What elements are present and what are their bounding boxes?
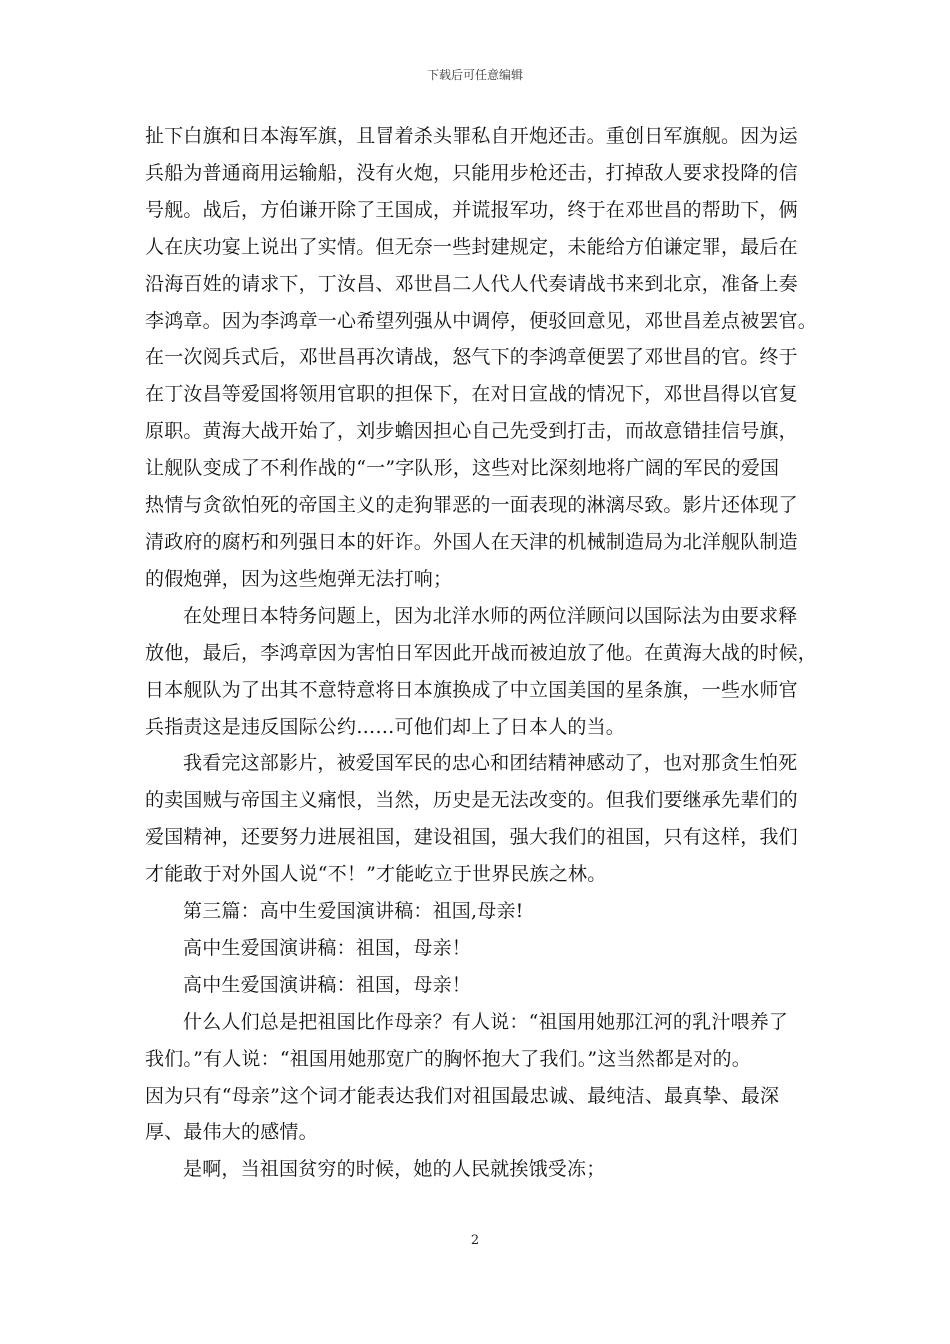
text-line: 厚、最伟大的感情。 [145, 1121, 318, 1144]
text-line: 清政府的腐朽和列强日本的奸诈。外国人在天津的机械制造局为北洋舰队制造 [145, 530, 798, 553]
text-line: 让舰队变成了不利作战的“一”字队形，这些对比深刻地将广阔的军民的爱国 [145, 457, 780, 480]
paragraph-start-line: 什么人们总是把祖国比作母亲？有人说：“祖国用她那江河的乳汁喂养了 [183, 1010, 789, 1033]
page-number: 2 [470, 1233, 480, 1248]
text-line: 在丁汝昌等爱国将领用官职的担保下，在对日宣战的情况下，邓世昌得以官复 [145, 383, 798, 406]
text-line: 在一次阅兵式后，邓世昌再次请战，怒气下的李鸿章便罢了邓世昌的官。终于 [145, 346, 798, 369]
subheading: 高中生爱国演讲稿：祖国，母亲！ [183, 973, 472, 996]
subheading: 高中生爱国演讲稿：祖国，母亲！ [183, 936, 472, 959]
text-line: 热情与贪欲怕死的帝国主义的走狗罪恶的一面表现的淋漓尽致。影片还体现了 [145, 494, 798, 517]
text-line: 兵指责这是违反国际公约……可他们却上了日本人的当。 [145, 715, 626, 738]
text-line: 原职。黄海大战开始了，刘步蟾因担心自己先受到打击，而故意错挂信号旗， [145, 420, 798, 443]
text-line: 号舰。战后，方伯谦开除了王国成，并谎报军功，终于在邓世昌的帮助下，俩 [145, 198, 798, 221]
text-line: 日本舰队为了出其不意特意将日本旗换成了中立国美国的星条旗，一些水师官 [145, 678, 798, 701]
text-line: 兵船为普通商用运输船，没有火炮，只能用步枪还击，打掉敌人要求投降的信 [145, 161, 798, 184]
text-line: 的卖国贼与帝国主义痛恨，当然，历史是无法改变的。但我们要继承先辈们的 [145, 789, 798, 812]
text-line: 扯下白旗和日本海军旗，且冒着杀头罪私自开炮还击。重创日军旗舰。因为运 [145, 125, 798, 147]
text-line: 人在庆功宴上说出了实情。但无奈一些封建规定，未能给方伯谦定罪，最后在 [145, 235, 798, 258]
paragraph-start-line: 我看完这部影片，被爱国军民的忠心和团结精神感动了，也对那贪生怕死 [183, 752, 798, 775]
page-header: 下载后可任意编辑 [426, 68, 523, 82]
text-line: 我们。”有人说：“祖国用她那宽广的胸怀抱大了我们。”这当然都是对的。 [145, 1047, 751, 1070]
text-line: 沿海百姓的请求下，丁汝昌、邓世昌二人代人代奏请战书来到北京，准备上奏 [145, 272, 798, 295]
text-line: 的假炮弹，因为这些炮弹无法打响； [145, 567, 453, 590]
text-line: 李鸿章。因为李鸿章一心希望列强从中调停，便驳回意见，邓世昌差点被罢官。 [145, 309, 818, 332]
paragraph-start-line: 是啊，当祖国贫穷的时候，她的人民就挨饿受冻； [183, 1158, 606, 1181]
section-heading: 第三篇：高中生爱国演讲稿：祖国,母亲! [183, 900, 524, 923]
text-line: 因为只有“母亲”这个词才能表达我们对祖国最忠诚、最纯洁、最真挚、最深 [145, 1084, 780, 1107]
text-line: 才能敢于对外国人说“不！”才能屹立于世界民族之林。 [145, 863, 607, 886]
document-body [145, 118, 818, 1188]
text-line: 爱国精神，还要努力进展祖国，建设祖国，强大我们的祖国，只有这样，我们 [145, 826, 798, 849]
paragraph-start-line: 在处理日本特务问题上，因为北洋水师的两位洋顾问以国际法为由要求释 [183, 604, 798, 627]
text-line: 放他，最后，李鸿章因为害怕日军因此开战而被迫放了他。在黄海大战的时候， [145, 641, 818, 664]
